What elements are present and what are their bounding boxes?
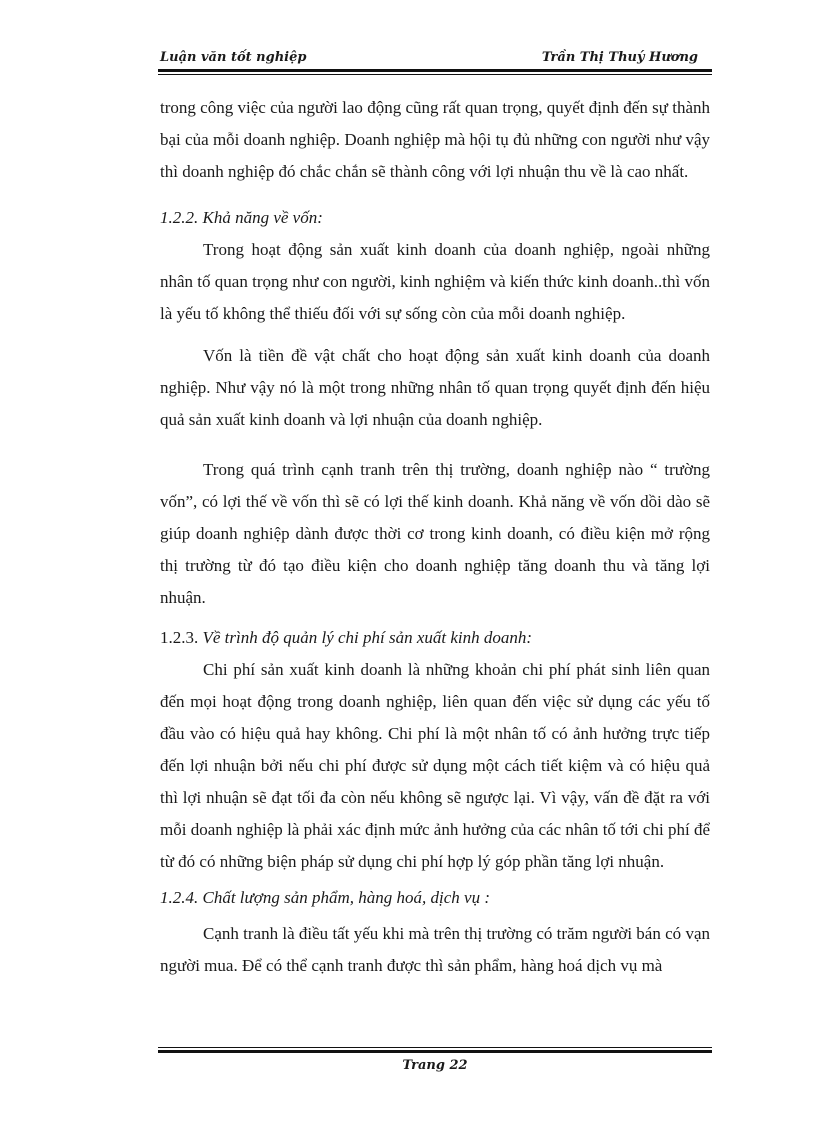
page-number: Trang 22 (402, 1058, 468, 1073)
header-rule-thin (158, 74, 712, 75)
section-title: Về trình độ quản lý chi phí sản xuất kinh doanh: (202, 628, 533, 647)
footer-rule-thin (158, 1047, 712, 1048)
page-body (160, 92, 710, 982)
section-heading-capital: 1.2.2. Khả năng về vốn: (160, 208, 323, 227)
section-heading-cost-management (160, 622, 710, 654)
paragraph-product-quality: Cạnh tranh là điều tất yếu khi mà trên thị trường có trăm người bán có vạn người mua. Để có thể cạnh tranh được thì sản phẩm, hàng hoá dịch vụ mà (160, 924, 710, 975)
section-number: 1.2.3. (160, 628, 199, 647)
header-thesis-title: Luận văn tốt nghiệp (160, 50, 307, 65)
header-rule-thick (158, 69, 712, 72)
paragraph-capital-role: Trong hoạt động sản xuất kinh doanh của doanh nghiệp, ngoài những nhân tố quan trọng như con người, kinh nghiệm và kiến thức kinh doanh..thì vốn là yếu tố không thể thiếu đối với sự sống còn của mỗi doanh nghiệp. (160, 240, 710, 323)
paragraph-cost-management: Chi phí sản xuất kinh doanh là những khoản chi phí phát sinh liên quan đến mọi hoạt động trong doanh nghiệp, liên quan đến việc sử dụng các yếu tố đầu vào có hiệu quả hay không. Chi phí là một nhân tố có ảnh hưởng trực tiếp đến lợi nhuận bởi nếu chi phí được sử dụng một cách tiết kiệm và có hiệu quả thì lợi nhuận sẽ đạt tối đa còn nếu không sẽ ngược lại. Vì vậy, vấn đề đặt ra với mỗi doanh nghiệp là phải xác định mức ảnh hưởng của các nhân tố tới chi phí để từ đó có những biện pháp sử dụng chi phí hợp lý góp phần tăng lợi nhuận. (160, 660, 710, 871)
footer-rule-thick (158, 1050, 712, 1053)
paragraph-capital-premise: Vốn là tiền đề vật chất cho hoạt động sản xuất kinh doanh của doanh nghiệp. Như vậy nó là một trong những nhân tố quan trọng quyết định đến hiệu quả sản xuất kinh doanh và lợi nhuận của doanh nghiệp. (160, 346, 710, 429)
paragraph-workforce-continuation: trong công việc của người lao động cũng rất quan trọng, quyết định đến sự thành bại của mỗi doanh nghiệp. Doanh nghiệp mà hội tụ đủ những con người như vậy thì doanh nghiệp đó chắc chắn sẽ thành công với lợi nhuận thu về là cao nhất. (160, 98, 710, 181)
header-author-name: Trần Thị Thuý Hương (541, 50, 698, 65)
paragraph-capital-advantage: Trong quá trình cạnh tranh trên thị trường, doanh nghiệp nào “ trường vốn”, có lợi thế về vốn thì sẽ có lợi thế kinh doanh. Khả năng về vốn dồi dào sẽ giúp doanh nghiệp dành được thời cơ trong kinh doanh, có điều kiện mở rộng thị trường từ đó tạo điều kiện cho doanh nghiệp tăng doanh thu và tăng lợi nhuận. (160, 460, 710, 607)
page-header (160, 50, 710, 70)
section-heading-product-quality: 1.2.4. Chất lượng sản phẩm, hàng hoá, dịch vụ : (160, 888, 490, 907)
